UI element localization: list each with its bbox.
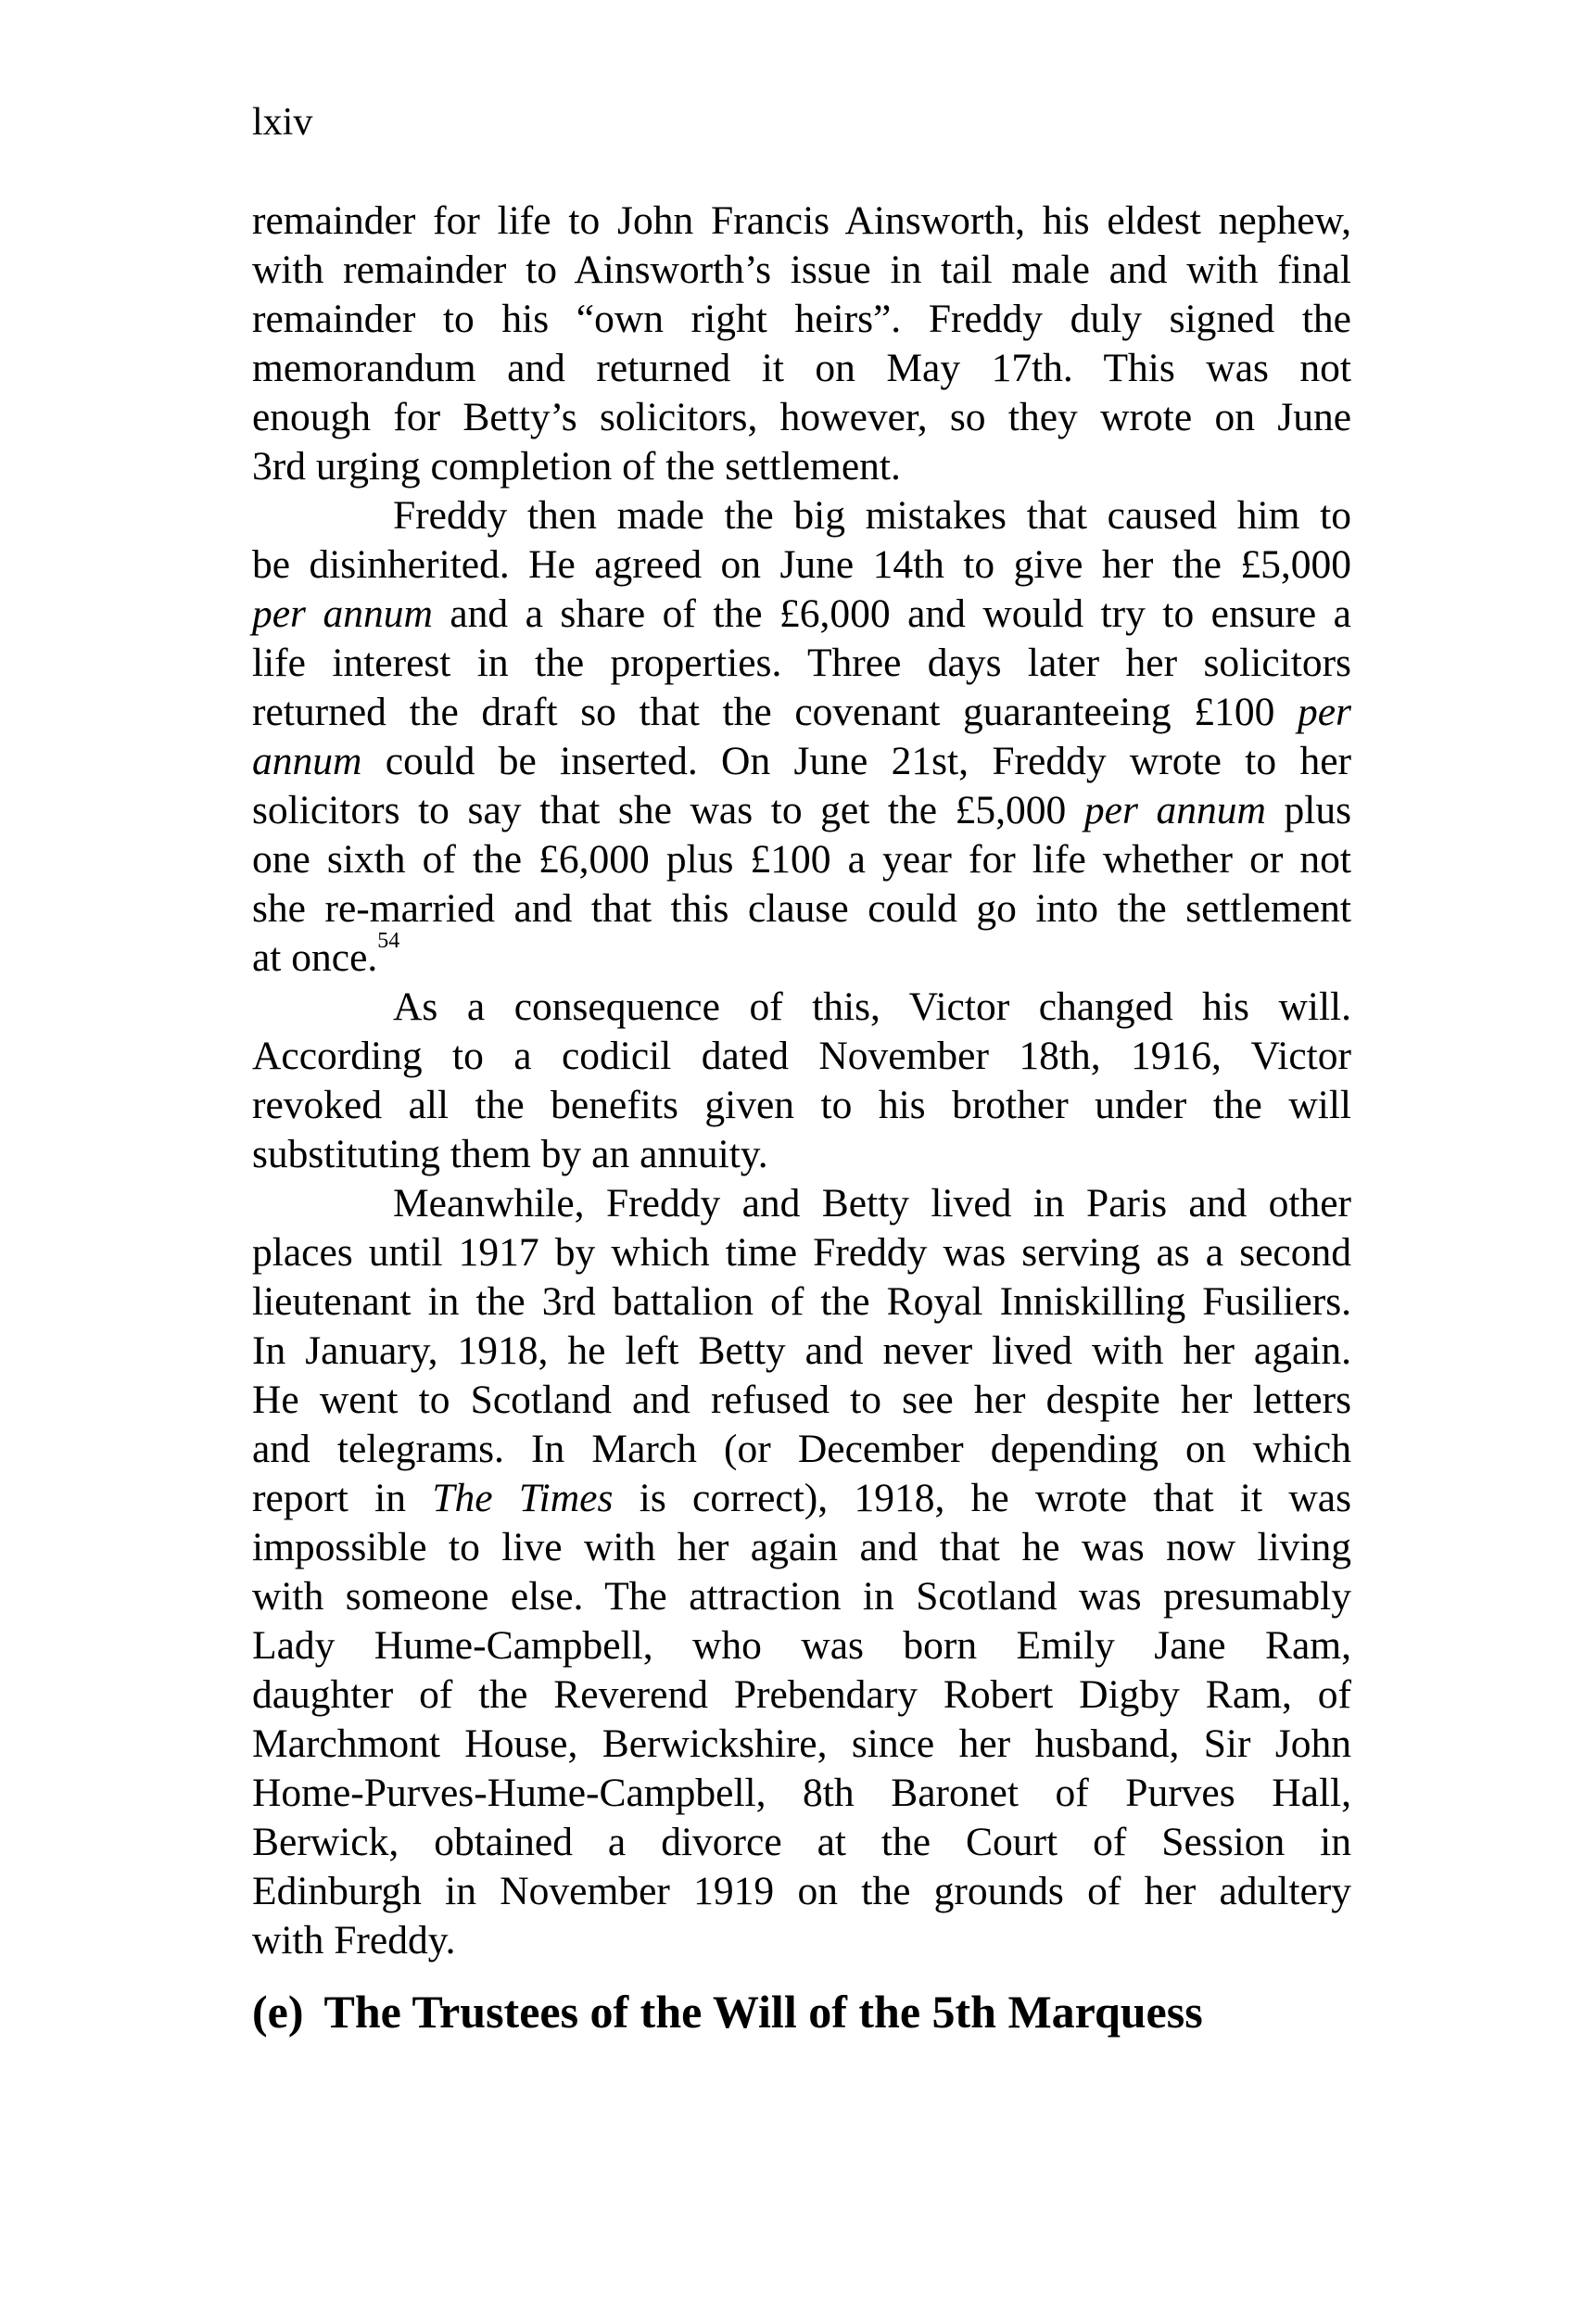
text-line (252, 1474, 1351, 1523)
text-run: Berwick, obtained a divorce at the Court of Session in (252, 1820, 1351, 1864)
text-run: Meanwhile, Freddy and Betty lived in Paris and other (393, 1181, 1351, 1226)
text-run: with remainder to Ainsworth’s issue in tail male and with final (252, 248, 1351, 292)
text-line (252, 1621, 1351, 1670)
text-line (252, 295, 1351, 344)
text-run: revoked all the benefits given to his brother under the will (252, 1083, 1351, 1127)
italic-text: per annum (1083, 788, 1266, 832)
text-run: substituting them by an annuity. (252, 1132, 768, 1176)
body-text (252, 197, 1351, 1965)
text-run: and telegrams. In March (or December depending on which (252, 1427, 1351, 1471)
text-line (252, 1081, 1351, 1130)
text-run: memorandum and returned it on May 17th. This was not (252, 346, 1351, 390)
text-run: Edinburgh in November 1919 on the grounds of her adultery (252, 1869, 1351, 1913)
text-line (252, 1277, 1351, 1327)
text-run: at once. (252, 935, 378, 980)
text-run: Lady Hume-Campbell, who was born Emily Jane Ram, (252, 1623, 1351, 1668)
text-run: she re-married and that this clause could go into the settlement (252, 886, 1351, 931)
section-heading-label: (e) (252, 1986, 304, 2038)
text-line (252, 393, 1351, 442)
paragraph (252, 1179, 1351, 1965)
italic-text: per (1298, 690, 1351, 734)
text-line (252, 1376, 1351, 1425)
text-run: life interest in the properties. Three days later her solicitors (252, 641, 1351, 685)
page-number: lxiv (252, 101, 313, 144)
text-run: impossible to live with her again and that he was now living (252, 1525, 1351, 1569)
text-run: plus (1265, 788, 1351, 832)
text-line (252, 737, 1351, 786)
text-run: daughter of the Reverend Prebendary Robert Digby Ram, of (252, 1672, 1351, 1717)
paragraph (252, 983, 1351, 1179)
text-run: In January, 1918, he left Betty and never lived with her again. (252, 1328, 1351, 1373)
text-line (252, 835, 1351, 884)
text-run: could be inserted. On June 21st, Freddy wrote to her (361, 739, 1351, 783)
text-line (252, 786, 1351, 835)
text-line (252, 442, 1351, 491)
italic-text: annum (252, 739, 362, 783)
paragraph (252, 491, 1351, 983)
text-run: and a share of the £6,000 and would try to ensure a (432, 591, 1351, 636)
text-run: be disinherited. He agreed on June 14th to give her the £5,000 (252, 542, 1351, 587)
text-run: lieutenant in the 3rd battalion of the Royal Inniskilling Fusiliers. (252, 1279, 1351, 1324)
text-run: remainder for life to John Francis Ainsworth, his eldest nephew, (252, 198, 1351, 243)
text-run: returned the draft so that the covenant guaranteeing £100 (252, 690, 1298, 734)
text-run: solicitors to say that she was to get the £5,000 (252, 788, 1084, 832)
text-run: enough for Betty’s solicitors, however, so they wrote on June (252, 395, 1351, 439)
text-run: According to a codicil dated November 18th, 1916, Victor (252, 1034, 1351, 1078)
text-line (252, 688, 1351, 737)
italic-text: per annum (252, 591, 433, 636)
text-line (252, 1670, 1351, 1720)
text-line (252, 1572, 1351, 1621)
text-line (252, 540, 1351, 590)
text-run: places until 1917 by which time Freddy was serving as a second (252, 1230, 1351, 1275)
text-line (252, 639, 1351, 688)
text-line (252, 1916, 1351, 1965)
text-run: He went to Scotland and refused to see her despite her letters (252, 1378, 1351, 1422)
text-line (252, 197, 1351, 246)
text-line (252, 1720, 1351, 1769)
text-run: Marchmont House, Berwickshire, since her husband, Sir John (252, 1721, 1351, 1766)
text-line (252, 344, 1351, 393)
text-line (252, 884, 1351, 934)
text-run: one sixth of the £6,000 plus £100 a year for life whether or not (252, 837, 1351, 882)
text-line (252, 1327, 1351, 1376)
text-line (252, 1032, 1351, 1081)
footnote-reference[interactable]: 54 (377, 929, 400, 953)
text-run: remainder to his “own right heirs”. Freddy duly signed the (252, 297, 1351, 341)
text-line (252, 590, 1351, 639)
text-line (252, 1228, 1351, 1277)
text-run: with someone else. The attraction in Scotland was presumably (252, 1574, 1351, 1619)
text-line (252, 983, 1351, 1032)
text-line (252, 1523, 1351, 1572)
text-run: report in (252, 1476, 433, 1520)
text-run: 3rd urging completion of the settlement. (252, 444, 901, 489)
text-line (252, 1130, 1351, 1179)
text-run: As a consequence of this, Victor changed his will. (393, 984, 1351, 1029)
text-run: Home-Purves-Hume-Campbell, 8th Baronet of Purves Hall, (252, 1771, 1351, 1815)
paragraph (252, 197, 1351, 491)
text-line (252, 1769, 1351, 1818)
text-run: with Freddy. (252, 1918, 456, 1962)
text-line (252, 929, 1351, 983)
text-run: Freddy then made the big mistakes that caused him to (393, 493, 1351, 538)
text-line (252, 1425, 1351, 1474)
section-heading-title: The Trustees of the Will of the 5th Marquess (323, 1986, 1203, 2038)
text-line (252, 491, 1351, 540)
text-line (252, 1818, 1351, 1867)
text-line (252, 1179, 1351, 1228)
italic-text: The Times (432, 1476, 614, 1520)
section-heading (252, 1984, 1203, 2039)
text-line (252, 246, 1351, 295)
text-run: is correct), 1918, he wrote that it was (613, 1476, 1352, 1520)
text-line (252, 1867, 1351, 1916)
